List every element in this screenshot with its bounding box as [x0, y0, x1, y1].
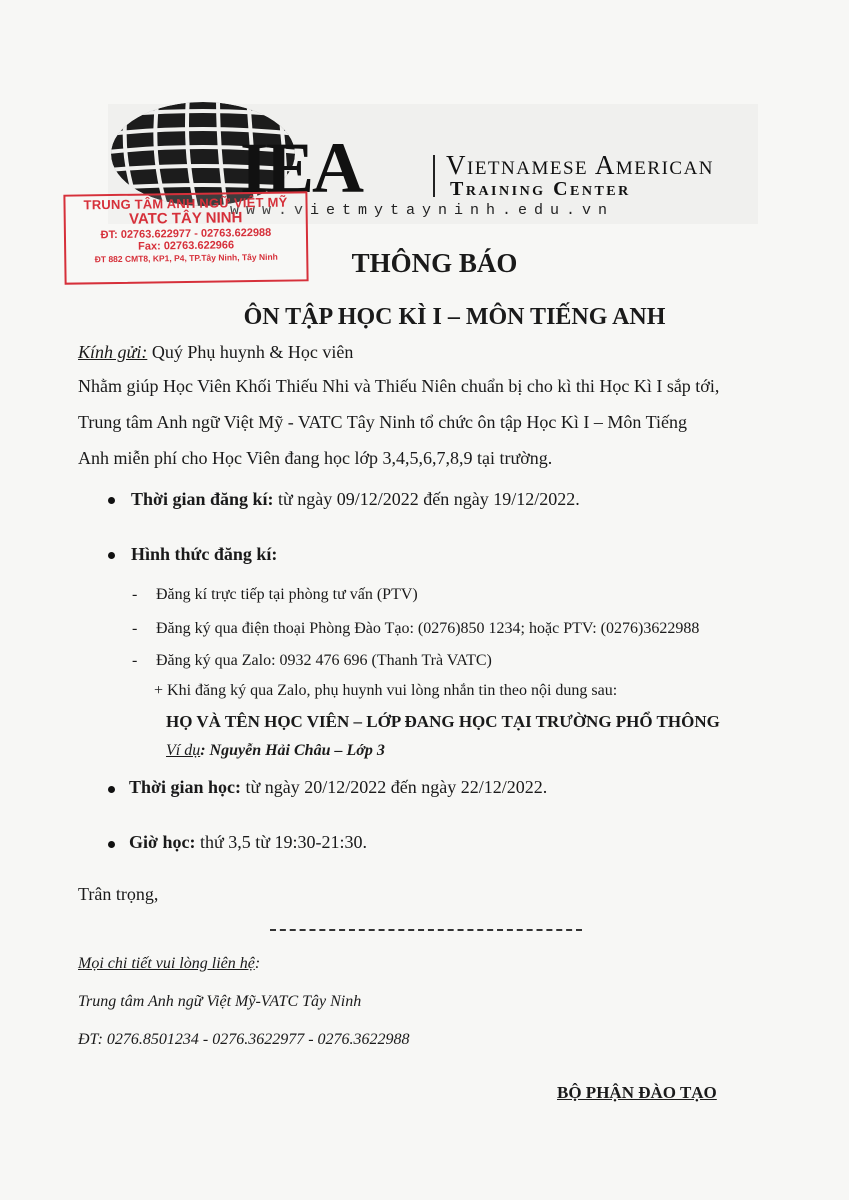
- contact-heading: [78, 955, 260, 973]
- bullet-icon: [108, 497, 115, 504]
- registration-time-label: Thời gian đăng kí:: [131, 489, 274, 509]
- message-format: HỌ VÀ TÊN HỌC VIÊN – LỚP ĐANG HỌC TẠI TRƯỜNG PHỔ THÔNG: [166, 712, 720, 731]
- stamp-line2: VATC TÂY NINH: [128, 209, 243, 228]
- dash-marker: -: [132, 620, 138, 637]
- registration-option-3: Đăng ký qua Zalo: 0932 476 696 (Thanh Trà VATC): [156, 652, 492, 669]
- greeting-label: Kính gửi:: [78, 342, 148, 362]
- greeting-recipients: Quý Phụ huynh & Học viên: [151, 342, 354, 362]
- closing: Trân trọng,: [78, 884, 159, 904]
- contact-org: Trung tâm Anh ngữ Việt Mỹ-VATC Tây Ninh: [78, 993, 362, 1010]
- study-hours: [129, 832, 367, 853]
- stamp-line5: ĐT 882 CMT8, KP1, P4, TP.Tây Ninh, Tây Ninh: [94, 251, 278, 265]
- contact-heading-suffix: :: [254, 955, 261, 972]
- registration-time-value: từ ngày 09/12/2022 đến ngày 19/12/2022.: [278, 489, 580, 509]
- contact-heading-text: Mọi chi tiết vui lòng liên hệ: [78, 955, 255, 972]
- study-time-value: từ ngày 20/12/2022 đến ngày 22/12/2022.: [245, 777, 548, 797]
- stamp-line4: Fax: 02763.622966: [138, 239, 235, 253]
- intro-line-1: Nhằm giúp Học Viên Khối Thiếu Nhi và Thiếu Niên chuẩn bị cho kì thi Học Kì I sắp tới,: [78, 376, 720, 396]
- registration-option-1: Đăng kí trực tiếp tại phòng tư vấn (PTV): [156, 586, 418, 603]
- example-label: Ví dụ: [166, 742, 201, 759]
- study-hours-value: thứ 3,5 từ 19:30-21:30.: [199, 832, 367, 852]
- bullet-icon: [108, 841, 115, 848]
- document-title: THÔNG BÁO: [351, 248, 518, 278]
- greeting: [78, 342, 353, 363]
- bullet-icon: [108, 786, 115, 793]
- website-url: www.vietmytayninh.edu.vn: [230, 202, 615, 219]
- zalo-note: + Khi đăng ký qua Zalo, phụ huynh vui lòng nhắn tin theo nội dung sau:: [154, 682, 618, 699]
- registration-time: [131, 489, 580, 510]
- stamp-line3: ĐT: 02763.622977 - 02763.622988: [100, 226, 272, 242]
- dashed-divider: [270, 929, 582, 931]
- dash-marker: -: [132, 652, 138, 669]
- study-time-label: Thời gian học:: [129, 777, 241, 797]
- dash-marker: -: [132, 586, 138, 603]
- center-name-line2: Training Center: [450, 178, 631, 200]
- center-name-line1: Vietnamese American: [446, 150, 715, 180]
- registration-option-2: Đăng ký qua điện thoại Phòng Đào Tạo: (0276)850 1234; hoặc PTV: (0276)3622988: [156, 620, 700, 637]
- signature-department: BỘ PHẬN ĐÀO TẠO: [557, 1083, 717, 1102]
- contact-phones: ĐT: 0276.8501234 - 0276.3622977 - 0276.3622988: [78, 1031, 410, 1048]
- stamp-line1: TRUNG TÂM ANH NGỮ VIỆT MỸ: [83, 194, 288, 213]
- intro-line-2: Trung tâm Anh ngữ Việt Mỹ - VATC Tây Ninh tổ chức ôn tập Học Kì I – Môn Tiếng: [78, 412, 687, 432]
- example: [166, 742, 385, 760]
- registration-method-label: Hình thức đăng kí:: [131, 544, 278, 564]
- header-divider: [433, 155, 435, 197]
- study-hours-label: Giờ học:: [129, 832, 196, 852]
- intro-line-3: Anh miễn phí cho Học Viên đang học lớp 3,4,5,6,7,8,9 tại trường.: [78, 448, 553, 468]
- example-value: : Nguyễn Hải Châu – Lớp 3: [200, 742, 385, 759]
- logo-text: IEA: [240, 128, 363, 208]
- study-time: [129, 777, 547, 798]
- document-subtitle: ÔN TẬP HỌC KÌ I – MÔN TIẾNG ANH: [243, 304, 666, 330]
- bullet-icon: [108, 552, 115, 559]
